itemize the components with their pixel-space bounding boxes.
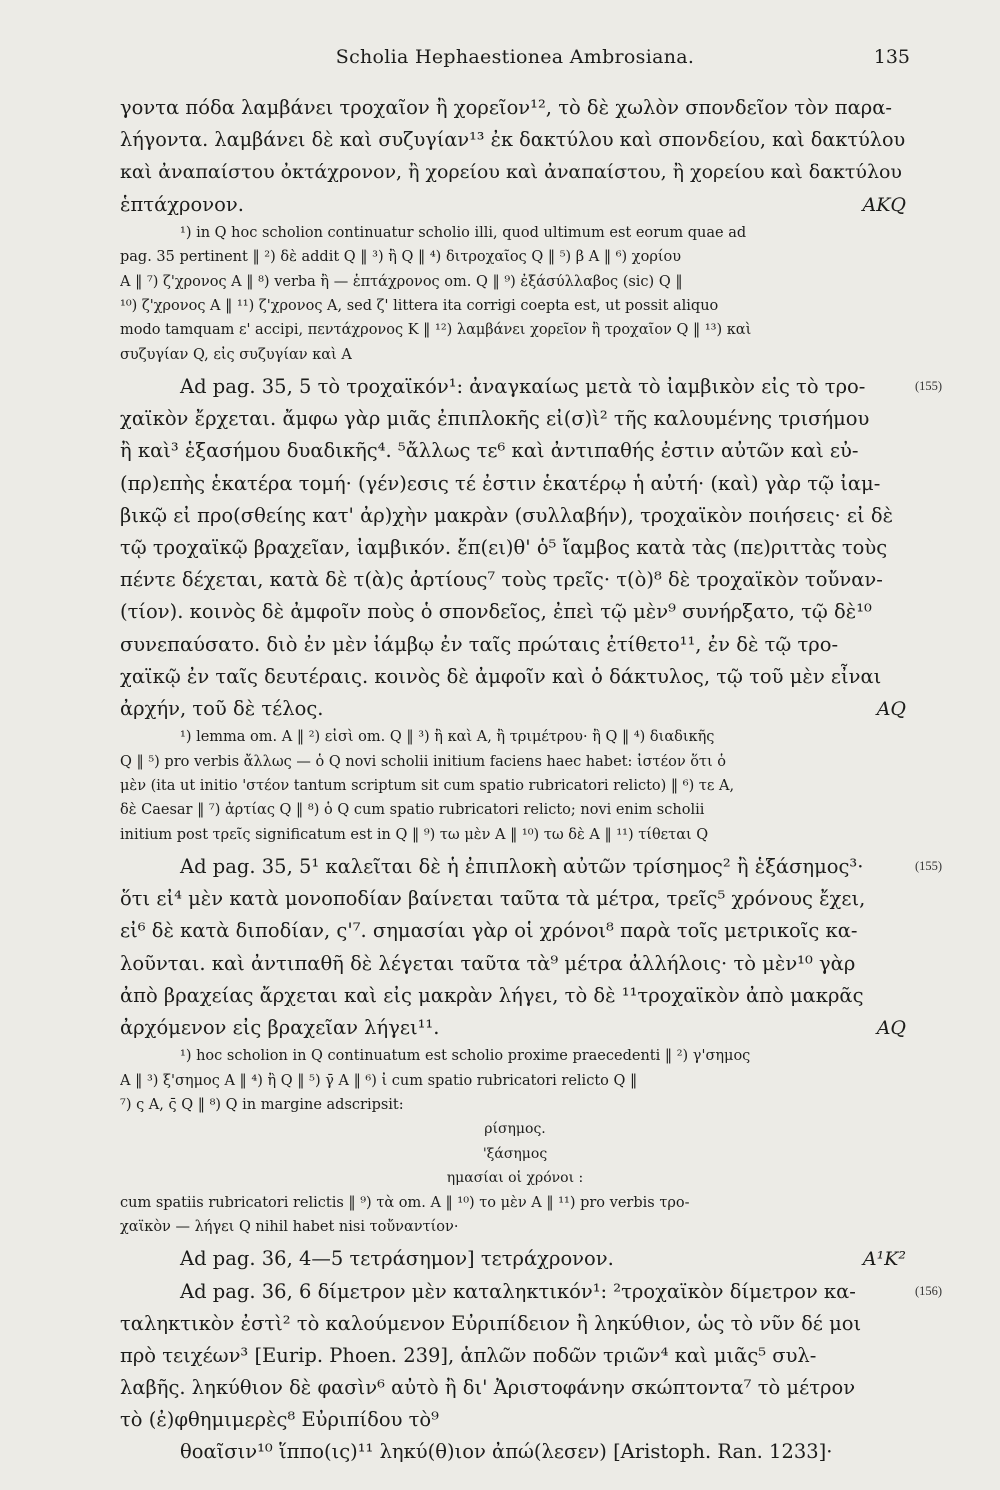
text-line <box>120 883 910 915</box>
line-text: (πρ)επὴς ἑκατέρα τομή· (γέν)εσις τέ ἐστιν ἑκατέρῳ ἡ αὐτή· (καὶ) γὰρ τῷ ἰαμ- <box>120 471 881 495</box>
text-line <box>120 156 910 188</box>
footnote-line <box>120 1191 910 1215</box>
line-text: τὸ (ἐ)φθημιμερὲς⁸ Εὐριπίδου τὸ⁹ <box>120 1408 439 1432</box>
line-text: ¹⁰) ζ'χρονος A ‖ ¹¹) ζ'χρονος A, sed ζ' littera ita corrigi coepta est, ut possit aliquo <box>120 297 719 314</box>
footnote-line <box>120 1044 910 1068</box>
line-text: ἀρχόμενον εἰς βραχεῖαν λήγει¹¹. <box>120 1016 440 1040</box>
manuscript-sigla: AQ <box>876 697 906 720</box>
text-line <box>120 1436 910 1468</box>
marginal-note-line <box>120 1142 910 1166</box>
text-line <box>120 124 910 156</box>
line-text: Q ‖ ⁵) pro verbis ἄλλως — ὁ Q novi scholii initium faciens haec habet: ἰστέον ὅτι ὁ <box>120 753 727 770</box>
line-text: pag. 35 pertinent ‖ ²) δὲ addit Q ‖ ³) ἢ Q ‖ ⁴) διτροχαῖος Q ‖ ⁵) β A ‖ ⁶) χορίου <box>120 249 682 266</box>
text-line <box>120 403 910 435</box>
line-text: ¹) hoc scholion in Q continuatum est scholio proxime praecedenti ‖ ²) γ'σημος <box>180 1048 751 1065</box>
line-text: τῷ τροχαϊκῷ βραχεῖαν, ἰαμβικόν. ἔπ(ει)θ' ὁ⁵ ἴαμβος κατὰ τὰς (πε)ριττὰς τοὺς <box>120 536 888 560</box>
line-text: ὅτι εἰ⁴ μὲν κατὰ μονοποδίαν βαίνεται ταῦτα τὰ μέτρα, τρεῖς⁵ χρόνους ἔχει, <box>120 887 866 911</box>
line-text: Ad pag. 36, 4—5 τετράσημον] τετράχρονον. <box>180 1247 614 1271</box>
footnote-line <box>120 774 910 798</box>
footnote-line <box>120 1093 910 1117</box>
text-line <box>120 980 910 1012</box>
line-text: χαϊκὸν ἔρχεται. ἄμφω γὰρ μιᾶς ἐπιπλοκῆς εἰ(σ)ὶ² τῆς καλουμένης τρισήμου <box>120 407 870 431</box>
line-text: Ad pag. 36, 6 δίμετρον μὲν καταληκτικόν¹: ²τροχαϊκὸν δίμετρον κα- <box>180 1279 856 1303</box>
text-line <box>120 1276 910 1308</box>
line-text: μὲν (ita ut initio 'στέον tantum scriptum sit cum spatio rubricatori relicto) ‖ ⁶) τε A, <box>120 777 735 794</box>
text-line <box>120 435 910 467</box>
line-text: cum spatiis rubricatori relictis ‖ ⁹) τὰ om. A ‖ ¹⁰) το μὲν A ‖ ¹¹) pro verbis τρο- <box>120 1194 690 1211</box>
line-text: initium post τρεῖς significatum est in Q ‖ ⁹) τω μὲν A ‖ ¹⁰) τω δὲ A ‖ ¹¹) τίθεται Q <box>120 826 709 843</box>
line-text: συνεπαύσατο. διὸ ἐν μὲν ἰάμβῳ ἐν ταῖς πρώταις ἐτίθετο¹¹, ἐν δὲ τῷ τρο- <box>120 632 839 656</box>
footnote-line <box>120 1215 910 1239</box>
text-line <box>120 1372 910 1404</box>
running-title: Scholia Hephaestionea Ambrosiana. <box>335 46 695 68</box>
margin-reference: (155) <box>915 859 943 873</box>
line-text: καὶ ἀναπαίστου ὀκτάχρονον, ἢ χορείου καὶ ἀναπαίστου, ἢ χορείου καὶ δακτύλου <box>120 161 902 184</box>
footnote-line <box>120 245 910 269</box>
margin-reference: (155) <box>915 379 943 393</box>
line-text: ⁷) ς A, ς̄ Q ‖ ⁸) Q in margine adscripsit: <box>120 1097 404 1114</box>
manuscript-sigla: AQ <box>876 1017 906 1040</box>
text-line <box>120 92 910 124</box>
line-text: εἰ⁶ δὲ κατὰ διποδίαν, ς'⁷. σημασίαι γὰρ οἱ χρόνοι⁸ παρὰ τοῖς μετρικοῖς κα- <box>120 919 858 943</box>
line-text: λαβῆς. ληκύθιον δὲ φασὶν⁶ αὐτὸ ἢ δι' Ἀριστοφάνην σκώπτοντα⁷ τὸ μέτρον <box>120 1376 856 1400</box>
line-text: Ad pag. 35, 5¹ καλεῖται δὲ ἡ ἐπιπλοκὴ αὐτῶν τρίσημος² ἢ ἑξάσημος³· <box>180 855 864 879</box>
text-line <box>120 693 910 725</box>
text-line <box>120 596 910 628</box>
line-text: ἀπὸ βραχείας ἄρχεται καὶ εἰς μακρὰν λήγει, τὸ δὲ ¹¹τροχαϊκὸν ἀπὸ μακρᾶς <box>120 983 864 1007</box>
line-text: ἀρχήν, τοῦ δὲ τέλος. <box>120 696 324 720</box>
footnote-line <box>120 798 910 822</box>
footnote-line <box>120 750 910 774</box>
footnote-line <box>120 823 910 847</box>
line-text: ¹) lemma om. A ‖ ²) εἰσὶ om. Q ‖ ³) ἢ καὶ A, ἢ τριμέτρου· ἢ Q ‖ ⁴) διαδικῆς <box>180 729 715 746</box>
text-line <box>120 1243 910 1275</box>
line-text: ταληκτικὸν ἐστὶ² τὸ καλούμενον Εὐριπίδειον ἢ ληκύθιον, ὡς τὸ νῦν δέ μοι <box>120 1311 862 1335</box>
line-text: 'ξάσημος <box>482 1145 548 1162</box>
line-text: λοῦνται. καὶ ἀντιπαθῆ δὲ λέγεται ταῦτα τὰ⁹ μέτρα ἀλλήλοις· τὸ μὲν¹⁰ γὰρ <box>120 951 856 975</box>
text-line <box>120 948 910 980</box>
marginal-note-line <box>120 1117 910 1141</box>
text-line <box>120 1340 910 1372</box>
page-header <box>120 40 910 80</box>
footnote-line <box>120 294 910 318</box>
line-text: ¹) in Q hoc scholion continuatur scholio illi, quod ultimum est eorum quae ad <box>180 224 747 241</box>
line-text: modo tamquam ε' accipi, πεντάχρονος K ‖ ¹²) λαμβάνει χορεῖον ἢ τροχαῖον Q ‖ ¹³) καὶ <box>120 322 752 339</box>
footnote-line <box>120 318 910 342</box>
text-line <box>120 851 910 883</box>
line-text: συζυγίαν Q, εἰς συζυγίαν καὶ A <box>120 346 352 363</box>
footnote-line <box>120 1069 910 1093</box>
line-text: A ‖ ³) ξ'σημος A ‖ ⁴) ἢ Q ‖ ⁵) γ̄ A ‖ ⁶) ἰ cum spatio rubricatori relicto Q ‖ <box>120 1072 638 1089</box>
manuscript-sigla: AKQ <box>862 193 906 216</box>
line-text: λήγοντα. λαμβάνει δὲ καὶ συζυγίαν¹³ ἐκ δακτύλου καὶ σπονδείου, καὶ δακτύλου <box>120 128 906 152</box>
footnote-line <box>120 725 910 749</box>
margin-reference: (156) <box>915 1284 943 1298</box>
line-text: πέντε δέχεται, κατὰ δὲ τ(ὰ)ς ἀρτίους⁷ τοὺς τρεῖς· τ(ὸ)⁸ δὲ τροχαϊκὸν τοὔναν- <box>120 568 883 592</box>
line-text: θοαῖσιν¹⁰ ἵππο(ις)¹¹ ληκύ(θ)ιον ἀπώ(λεσεν) [Aristoph. Ran. 1233]· <box>180 1440 833 1464</box>
text-line <box>120 629 910 661</box>
line-text: χαϊκῷ ἐν ταῖς δευτέραις. κοινὸς δὲ ἀμφοῖν καὶ ὁ δάκτυλος, τῷ τοῦ μὲν εἶναι <box>120 664 882 688</box>
text-line <box>120 915 910 947</box>
text-line <box>120 371 910 403</box>
text-line <box>120 1012 910 1044</box>
text-line <box>120 564 910 596</box>
text-line <box>120 1404 910 1436</box>
line-text: A ‖ ⁷) ζ'χρονος A ‖ ⁸) verba ἢ — ἑπτάχρονος om. Q ‖ ⁹) ἐξάσύλλαβος (sic) Q ‖ <box>120 273 683 290</box>
footnote-line <box>120 343 910 367</box>
line-text: χαϊκὸν — λήγει Q nihil habet nisi τοὔναντίον· <box>120 1218 459 1235</box>
manuscript-sigla: A¹K² <box>862 1248 906 1271</box>
text-line <box>120 661 910 693</box>
line-text: ἢ καὶ³ ἑξασήμου δυαδικῆς⁴. ⁵ἄλλως τε⁶ καὶ ἀντιπαθής ἐστιν αὐτῶν καὶ εὐ- <box>120 439 859 463</box>
line-text: βικῷ εἰ προ(σθείης κατ' ἀρ)χὴν μακρὰν (συλλαβήν), τροχαϊκὸν ποιήσεις· εἰ δὲ <box>120 503 894 527</box>
text-line <box>120 468 910 500</box>
line-text: (τίον). κοινὸς δὲ ἀμφοῖν ποὺς ὁ σπονδεῖος, ἐπεὶ τῷ μὲν⁹ συνήρξατο, τῷ δὲ¹⁰ <box>120 600 872 624</box>
footnote-line <box>120 270 910 294</box>
line-text: ρίσημος. <box>484 1121 546 1138</box>
text-line <box>120 532 910 564</box>
text-line <box>120 1308 910 1340</box>
marginal-note-line <box>120 1166 910 1190</box>
line-text: γοντα πόδα λαμβάνει τροχαῖον ἢ χορεῖον¹², τὸ δὲ χωλὸν σπονδεῖον τὸν παρα- <box>120 96 892 119</box>
line-text: δὲ Caesar ‖ ⁷) ἀρτίας Q ‖ ⁸) ὁ Q cum spatio rubricatori relicto; novi enim scholii <box>120 802 705 819</box>
line-text: Ad pag. 35, 5 τὸ τροχαϊκόν¹: ἀναγκαίως μετὰ τὸ ἰαμβικὸν εἰς τὸ τρο- <box>180 375 866 399</box>
page-number: 135 <box>873 46 910 68</box>
text-line <box>120 500 910 532</box>
footnote-line <box>120 221 910 245</box>
page-content <box>120 92 910 1469</box>
line-text: ημασίαι οἱ χρόνοι : <box>446 1170 584 1187</box>
line-text: πρὸ τειχέων³ [Eurip. Phoen. 239], ἁπλῶν ποδῶν τριῶν⁴ καὶ μιᾶς⁵ συλ- <box>120 1343 817 1367</box>
text-line <box>120 189 910 221</box>
line-text: ἑπτάχρονον. <box>120 192 244 216</box>
